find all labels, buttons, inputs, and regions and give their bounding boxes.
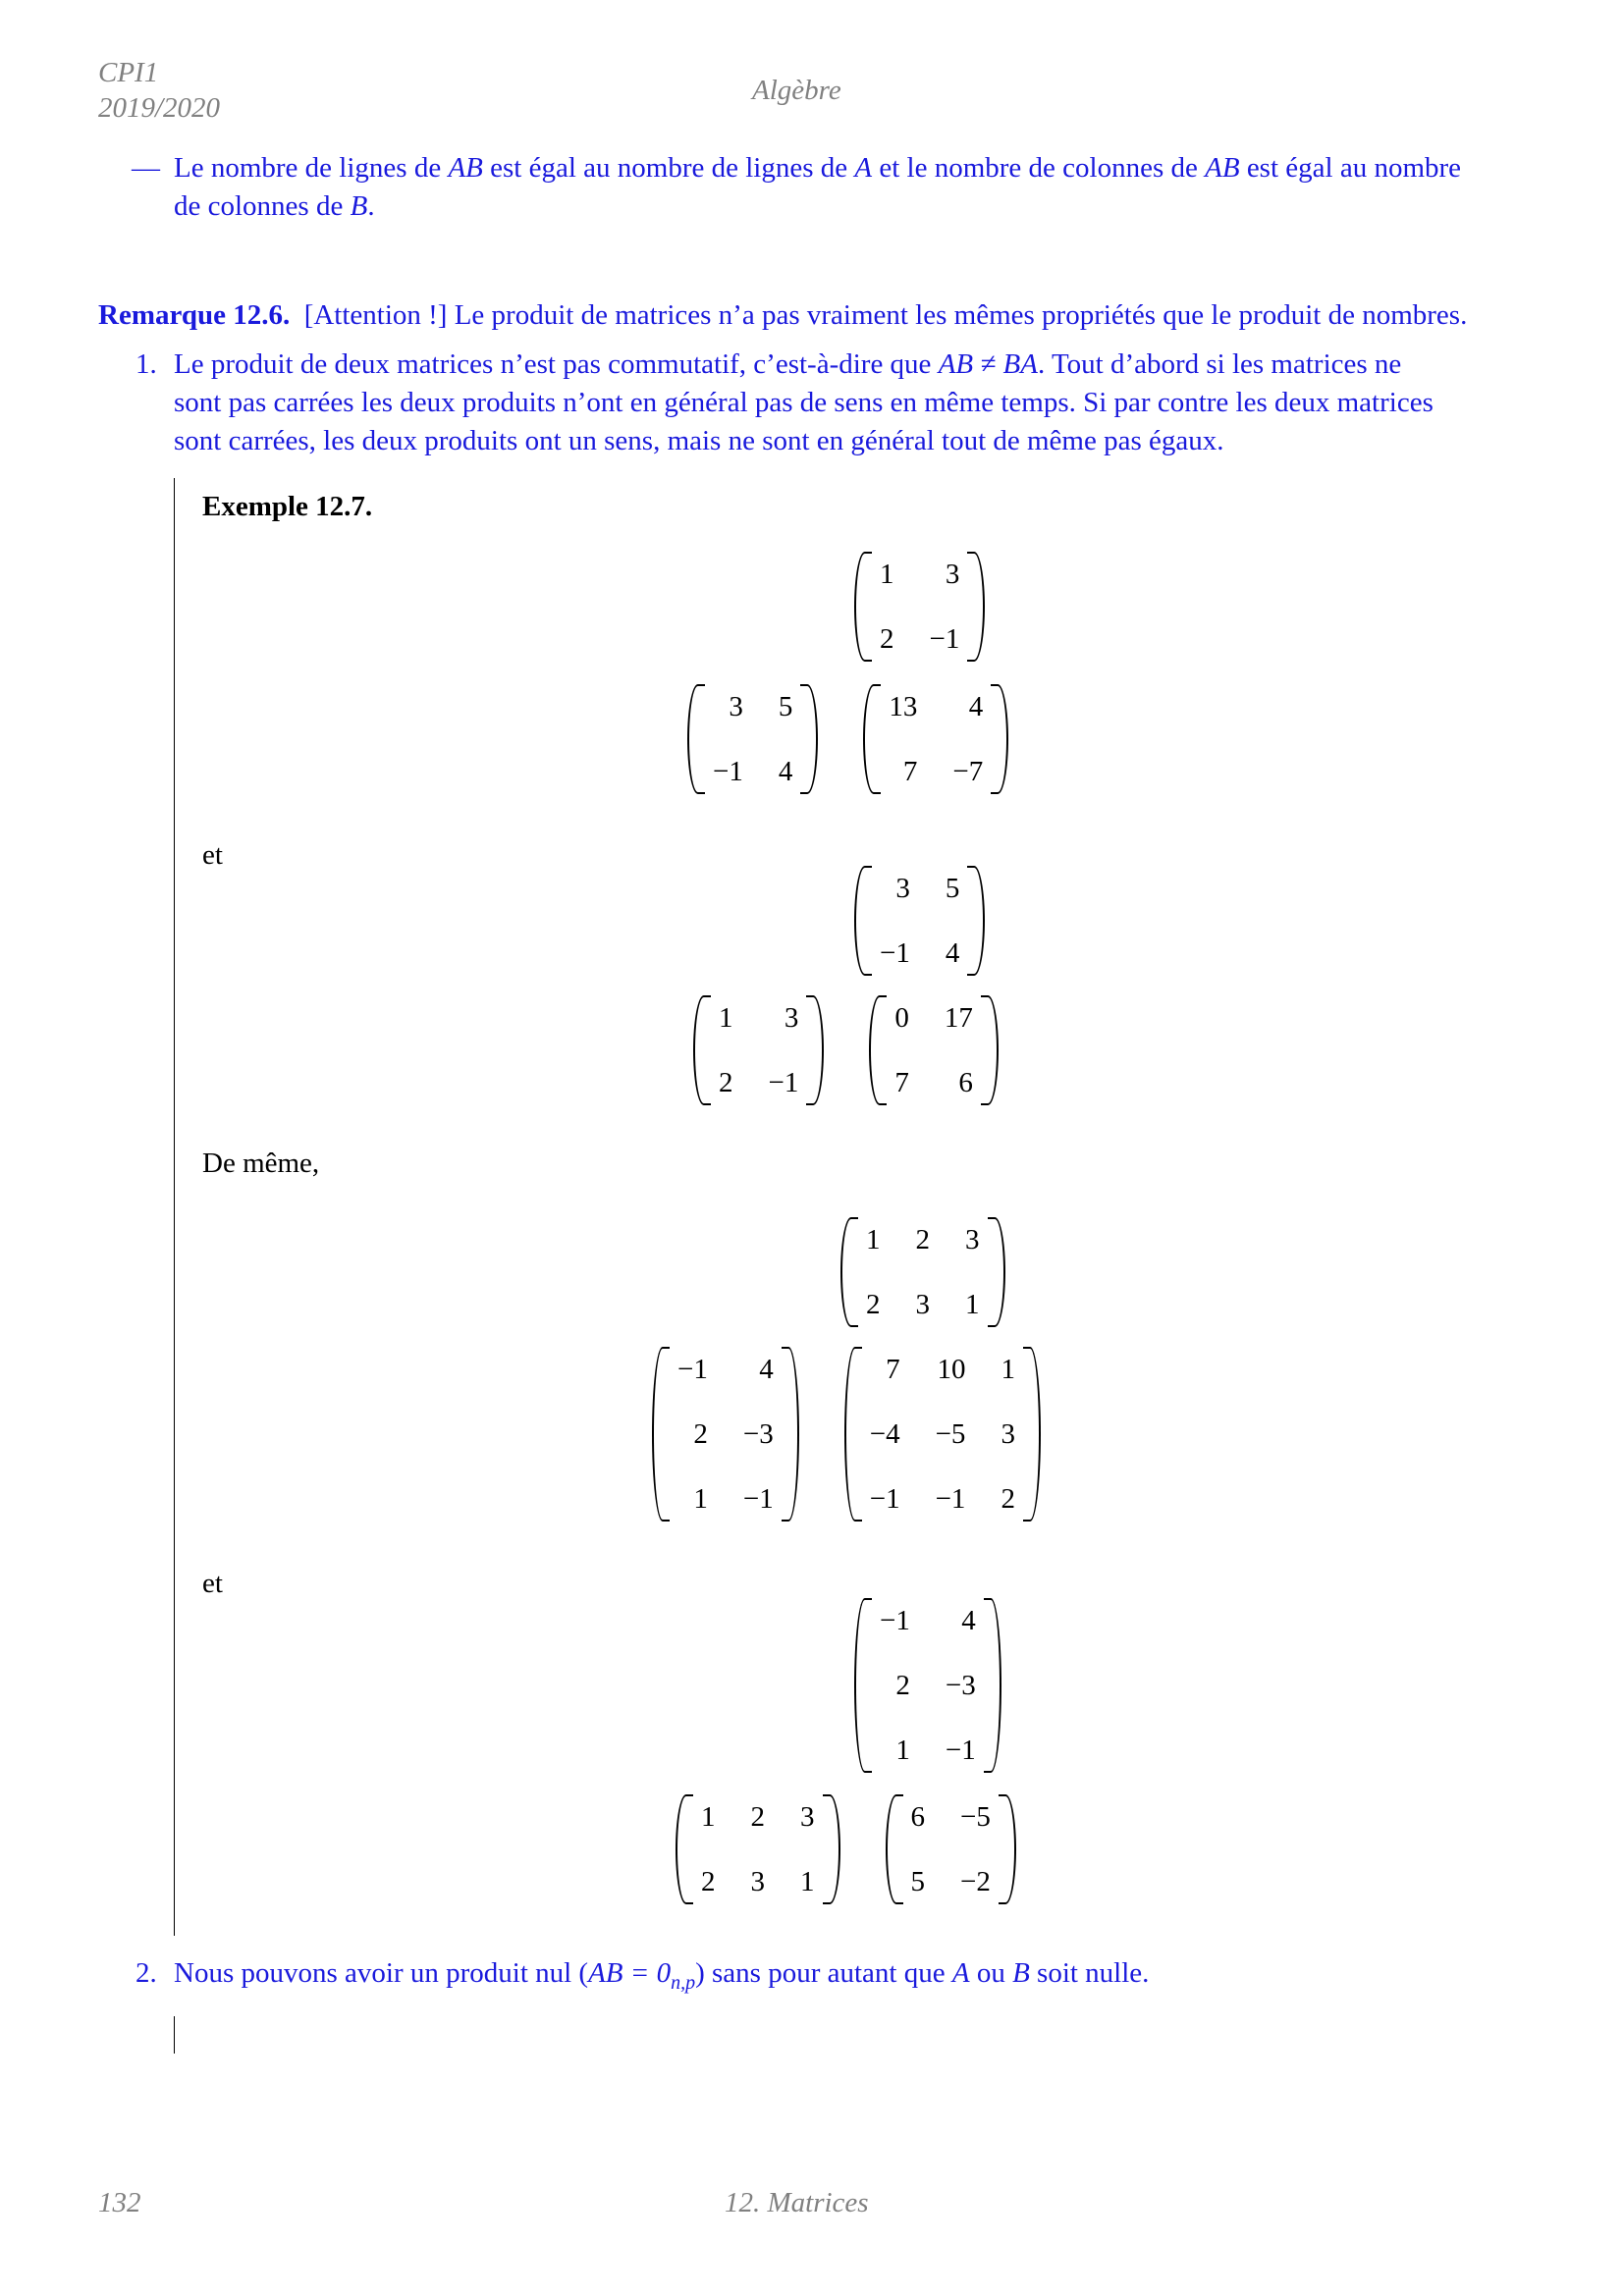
- matrix-cell: −1: [869, 1483, 900, 1515]
- matrix-cell: 3: [750, 1866, 765, 1897]
- matrix-cell: 1: [880, 559, 894, 590]
- bullet-text-part: Le nombre de lignes de: [174, 152, 449, 184]
- remark: [98, 296, 1467, 335]
- matrix-ex4-left: [676, 1792, 840, 1906]
- matrix-ex4-result: [886, 1792, 1016, 1906]
- matrix-cell: 3: [915, 1289, 930, 1320]
- matrix-row: [693, 993, 999, 1107]
- header-course: [98, 55, 220, 126]
- matrix-ex1-top: [854, 550, 985, 664]
- matrix-ex2-left: [693, 993, 824, 1107]
- matrix-cell: 6: [910, 1801, 925, 1833]
- example-left-rule: [174, 478, 175, 1936]
- matrix-cell: 5: [945, 873, 960, 904]
- remark-text: [Attention !] Le produit de matrices n’a pas vraiment les mêmes propriétés que le produit de nombres.: [303, 299, 1468, 331]
- matrix-cell: 1: [800, 1866, 815, 1897]
- matrix-row: [652, 1345, 1041, 1523]
- item2-number: 2.: [135, 1957, 157, 1989]
- matrix-cell: 4: [759, 1354, 774, 1385]
- item1-line2: sont pas carrées les deux produits n’ont en général pas de sens en même temps. Si par contre les deux matrices: [174, 387, 1434, 418]
- matrix-cell: −1: [713, 756, 743, 787]
- math-a: A: [854, 152, 873, 184]
- item2-text: [174, 1954, 1149, 2002]
- matrix-cell: −4: [869, 1418, 900, 1450]
- item1-number: 1.: [135, 348, 157, 380]
- matrix-cell: 2: [880, 623, 894, 655]
- matrix-cell: 2: [866, 1289, 881, 1320]
- item1-text: [174, 346, 1509, 460]
- footer-chapter: 12. Matrices: [725, 2187, 869, 2218]
- item2-text-part: ou: [969, 1957, 1013, 1989]
- matrix-cell: 1: [719, 1002, 733, 1034]
- matrix-row: [854, 550, 985, 664]
- matrix-cell: 3: [784, 1002, 799, 1034]
- matrix-cell: 1: [1001, 1354, 1015, 1385]
- math-ab: AB: [1205, 152, 1240, 184]
- matrix-cell: −5: [960, 1801, 991, 1833]
- matrix-cell: 3: [800, 1801, 815, 1833]
- matrix-ex3-top: [840, 1215, 1005, 1329]
- matrix-cell: 4: [968, 691, 984, 722]
- matrix-cell: −1: [768, 1067, 799, 1098]
- matrix-cell: −1: [677, 1354, 708, 1385]
- matrix-cell: 5: [778, 691, 793, 722]
- matrix-cell: 3: [945, 559, 960, 590]
- matrix-cell: 3: [965, 1224, 980, 1255]
- matrix-cell: −1: [880, 937, 910, 969]
- matrix-cell: 1: [693, 1483, 708, 1515]
- matrix-cell: 13: [889, 691, 918, 722]
- matrix-cell: −1: [935, 1483, 966, 1515]
- math-ab: AB: [448, 152, 483, 184]
- matrix-cell: 4: [945, 937, 960, 969]
- matrix-cell: −1: [880, 1605, 910, 1636]
- matrix-row: [854, 864, 985, 978]
- matrix-cell: 17: [944, 1002, 973, 1034]
- matrix-cell: 0: [894, 1002, 909, 1034]
- matrix-cell: 2: [719, 1067, 733, 1098]
- example-title: Exemple 12.7.: [202, 491, 373, 522]
- matrix-cell: −1: [742, 1483, 774, 1515]
- matrix-row: [840, 1215, 1005, 1329]
- matrix-cell: 3: [729, 691, 743, 722]
- matrix-row: [687, 682, 1008, 796]
- math-b: B: [1012, 1957, 1030, 1989]
- matrix-cell: −7: [952, 756, 984, 787]
- bullet-text: [174, 149, 1509, 226]
- example-left-rule-2: [174, 2016, 175, 2054]
- text-de-meme: De même,: [202, 1148, 320, 1179]
- matrix-cell: 4: [778, 756, 793, 787]
- text-et-2: et: [202, 1568, 223, 1599]
- header-subject: Algèbre: [752, 75, 841, 106]
- matrix-cell: 10: [937, 1354, 966, 1385]
- item2-text-part: soit nulle.: [1029, 1957, 1150, 1989]
- matrix-cell: 2: [895, 1670, 910, 1701]
- matrix-cell: 3: [1001, 1418, 1015, 1450]
- item2-text-part: Nous pouvons avoir un produit nul (: [174, 1957, 589, 1989]
- math-subscript: n,p: [671, 1971, 696, 1994]
- item1-line3: sont carrées, les deux produits ont un sens, mais ne sont en général tout de même pas égaux.: [174, 425, 1224, 456]
- matrix-cell: 3: [895, 873, 910, 904]
- matrix-cell: 7: [894, 1067, 909, 1098]
- matrix-cell: 2: [1001, 1483, 1015, 1515]
- matrix-cell: 2: [750, 1801, 765, 1833]
- matrix-cell: −1: [929, 623, 960, 655]
- matrix-cell: 1: [701, 1801, 716, 1833]
- header-year: 2019/2020: [98, 92, 221, 124]
- bullet-text-part: et le nombre de colonnes de: [872, 152, 1206, 184]
- matrix-ex2-result: [869, 993, 999, 1107]
- matrix-cell: −3: [742, 1418, 774, 1450]
- matrix-cell: 1: [866, 1224, 881, 1255]
- math-ab-neq-ba: AB ≠ BA: [938, 348, 1038, 380]
- matrix-cell: −1: [945, 1735, 976, 1766]
- bullet-dash: —: [132, 152, 160, 184]
- remark-title: Remarque 12.6.: [98, 299, 291, 331]
- item1-line1-end: . Tout d’abord si les matrices ne: [1037, 348, 1402, 380]
- matrix-cell: 4: [961, 1605, 976, 1636]
- bullet-text-part: de colonnes de: [174, 190, 351, 222]
- matrix-ex4-top: [854, 1596, 1001, 1775]
- matrix-ex3-result: [844, 1345, 1041, 1523]
- matrix-cell: 2: [693, 1418, 708, 1450]
- header-course-name: CPI1: [98, 57, 159, 88]
- bullet-text-part: .: [367, 190, 375, 222]
- matrix-cell: 1: [895, 1735, 910, 1766]
- matrix-cell: 6: [958, 1067, 973, 1098]
- item1-line1: Le produit de deux matrices n’est pas commutatif, c’est-à-dire que: [174, 348, 939, 380]
- bullet-text-part: est égal au nombre de lignes de: [482, 152, 855, 184]
- matrix-row: [676, 1792, 1016, 1906]
- footer-page-number: 132: [98, 2187, 141, 2218]
- matrix-ex1-result: [863, 682, 1008, 796]
- matrix-cell: 7: [886, 1354, 900, 1385]
- matrix-cell: 5: [910, 1866, 925, 1897]
- text-et-1: et: [202, 839, 223, 871]
- matrix-row: [854, 1596, 1001, 1775]
- matrix-ex3-left: [652, 1345, 799, 1523]
- matrix-ex1-left: [687, 682, 818, 796]
- matrix-cell: −3: [945, 1670, 976, 1701]
- math-ab-zero: AB = 0: [588, 1957, 672, 1989]
- matrix-cell: 7: [902, 756, 918, 787]
- bullet-text-part: est égal au nombre: [1239, 152, 1462, 184]
- matrix-cell: −5: [935, 1418, 966, 1450]
- matrix-cell: 2: [701, 1866, 716, 1897]
- matrix-cell: 1: [965, 1289, 980, 1320]
- matrix-ex2-top: [854, 864, 985, 978]
- math-a: A: [951, 1957, 970, 1989]
- item2-text-part: ) sans pour autant que: [695, 1957, 952, 1989]
- math-b: B: [350, 190, 368, 222]
- matrix-cell: −2: [960, 1866, 991, 1897]
- matrix-cell: 2: [915, 1224, 930, 1255]
